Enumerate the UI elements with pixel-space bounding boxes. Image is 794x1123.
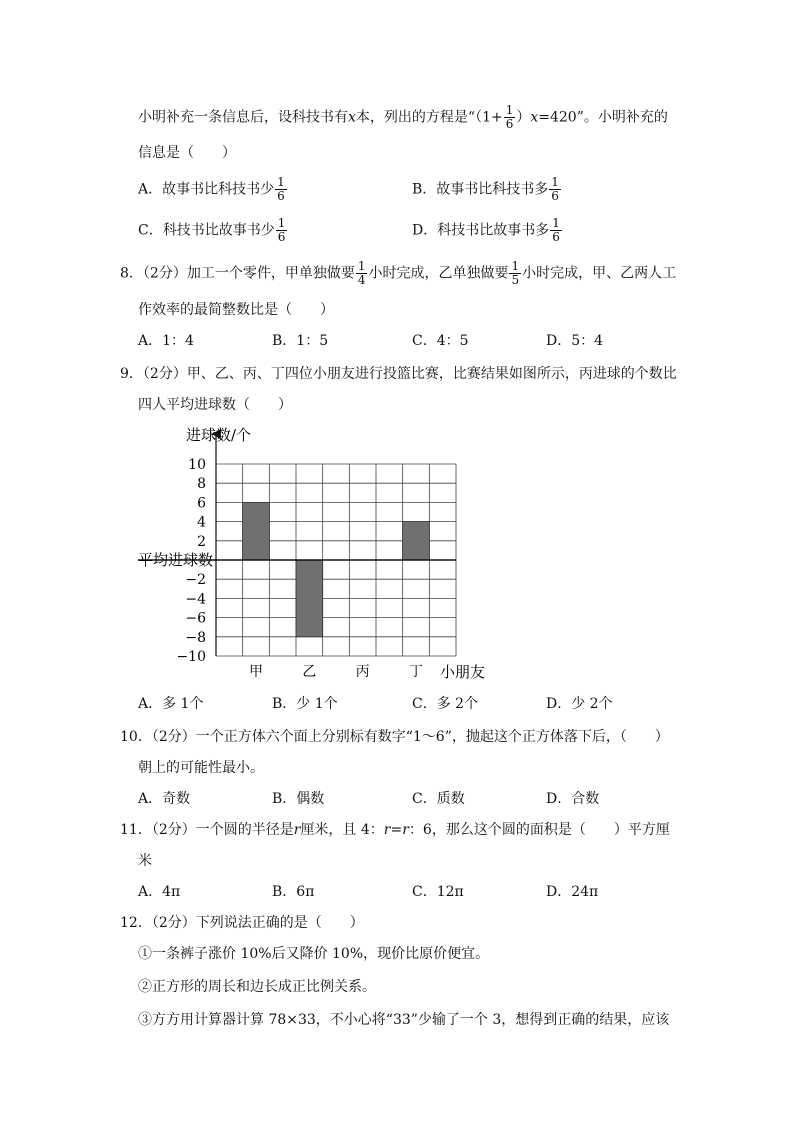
y-tick-label: −2 [185,572,206,589]
bar-2 [296,560,323,637]
frac-num: 1 [511,259,520,273]
frac-num: 1 [551,175,559,189]
fraction-1-5 [509,260,521,287]
q8-text-a: 8．（2分）加工一个零件，甲单独做要 [120,265,355,282]
q10-option-d[interactable]: D．合数 [546,791,600,807]
q8-option-b[interactable]: B．1：5 [272,333,329,349]
x-tick-label: 甲 [249,664,263,680]
bar-4 [403,522,430,560]
q10-line2: 朝上的可能性最小。 [138,760,264,776]
q10-line1: 10．（2分）一个正方体六个面上分别标有数字“1～6”，抛起这个正方体落下后，（ ） [120,729,669,745]
x-tick-label: 丁 [409,664,423,680]
y-tick-label: 6 [197,495,206,512]
frac-den: 6 [277,189,285,203]
q8-text-b: 小时完成，乙单独做要 [368,265,509,282]
var-r-2: r [383,822,391,838]
frac-den: 6 [552,230,560,244]
opt-frac [276,217,288,244]
frac-num: 1 [552,216,560,230]
y-tick-label: 10 [188,457,206,473]
q11-text-c: = [390,822,403,838]
y-tick-label: −10 [176,649,206,665]
var-x-2: x [530,109,539,126]
q7-option-d[interactable] [412,217,563,244]
q7-text-b: 本，列出的方程是“（1+ [355,109,503,126]
q11-option-b[interactable]: B．6π [272,884,315,900]
q7-option-a[interactable] [138,176,288,203]
opt-frac [550,217,562,244]
opt-text: C．科技书比故事书少 [138,222,275,239]
opt-text: B．故事书比科技书多 [412,181,549,198]
frac-den: 6 [551,189,559,203]
q8-option-d[interactable]: D．5：4 [546,333,604,349]
y-tick-label: 4 [197,514,206,531]
fraction-1-6 [504,104,516,131]
q7-text-d: =420”。小明补充的 [538,109,668,126]
q9-line2: 四人平均进球数（ ） [138,397,292,413]
frac-num: 1 [357,259,366,273]
q11-text-b: 厘米，且 4： [300,822,384,838]
q8-option-c[interactable]: C．4：5 [412,333,469,349]
q10-option-b[interactable]: B．偶数 [272,791,325,807]
q7-option-c[interactable] [138,217,288,244]
x-axis-label: 小朋友 [440,663,486,681]
q7-line1 [138,104,668,131]
opt-frac [549,176,561,203]
q11-option-a[interactable]: A．4π [138,884,181,900]
opt-text: A．故事书比科技书少 [138,181,275,198]
q11-option-d[interactable]: D．24π [546,884,599,900]
opt-frac [275,176,287,203]
var-x: x [348,109,356,126]
frac-num: 1 [505,103,514,117]
q11-line1 [120,820,670,840]
bar-chart [0,420,794,690]
q7-text-c: ） [516,109,531,126]
q7-option-b[interactable] [412,176,562,203]
y-tick-label: 8 [197,476,206,493]
frac-den: 4 [357,273,366,287]
q11-option-c[interactable]: C．12π [412,884,464,900]
frac-den: 5 [511,273,520,287]
y-tick-label: 2 [197,533,206,550]
q12-item-2: ②正方形的周长和边长成正比例关系。 [138,979,376,995]
q11-line2: 米 [138,853,152,869]
baseline-label: 平均进球数 [138,551,214,569]
q11-text-d: ：6，那么这个圆的面积是（ ）平方厘 [408,822,670,838]
x-tick-label: 丙 [355,664,370,680]
q9-option-c[interactable]: C．多 2个 [412,696,479,712]
bar-1 [243,502,270,560]
q7-line2: 信息是（ ） [138,145,236,161]
q12-item-3: ③方方用计算器计算 78×33，不小心将“33”少输了一个 3，想得到正确的结果，应该 [138,1012,670,1028]
y-axis-label: 进球数/个 [186,426,252,444]
frac-num: 1 [277,216,286,230]
var-r: r [293,822,301,838]
q11-text-a: 11．（2分）一个圆的半径是 [120,822,294,838]
q7-text-a: 小明补充一条信息后，设科技书有 [138,109,348,126]
q8-line1 [120,260,676,287]
q9-option-d[interactable]: D．少 2个 [546,696,613,712]
q8-option-a[interactable]: A．1：4 [138,333,194,349]
q12-item-1: ①一条裤子涨价 10%后又降价 10%，现价比原价便宜。 [138,946,490,962]
q8-text-c: 小时完成，甲、乙两人工 [522,265,677,282]
y-tick-label: −8 [185,629,206,646]
var-r-3: r [402,822,409,838]
q10-option-a[interactable]: A．奇数 [138,791,191,807]
q9-option-a[interactable]: A．多 1个 [138,696,204,712]
q12-line1: 12．（2分）下列说法正确的是（ ） [120,915,364,931]
y-tick-label: −4 [185,591,206,608]
frac-den: 6 [505,117,514,131]
q9-line1: 9．（2分）甲、乙、丙、丁四位小朋友进行投篮比赛，比赛结果如图所示，丙进球的个数比 [120,366,677,382]
x-tick-label: 乙 [302,664,317,680]
frac-num: 1 [277,175,285,189]
q10-option-c[interactable]: C．质数 [412,791,465,807]
frac-den: 6 [277,230,286,244]
q9-option-b[interactable]: B．少 1个 [272,696,338,712]
y-tick-label: −6 [185,610,206,627]
opt-text: D．科技书比故事书多 [412,222,550,239]
fraction-1-4 [356,260,368,287]
q8-line2: 作效率的最简整数比是（ ） [138,302,334,318]
